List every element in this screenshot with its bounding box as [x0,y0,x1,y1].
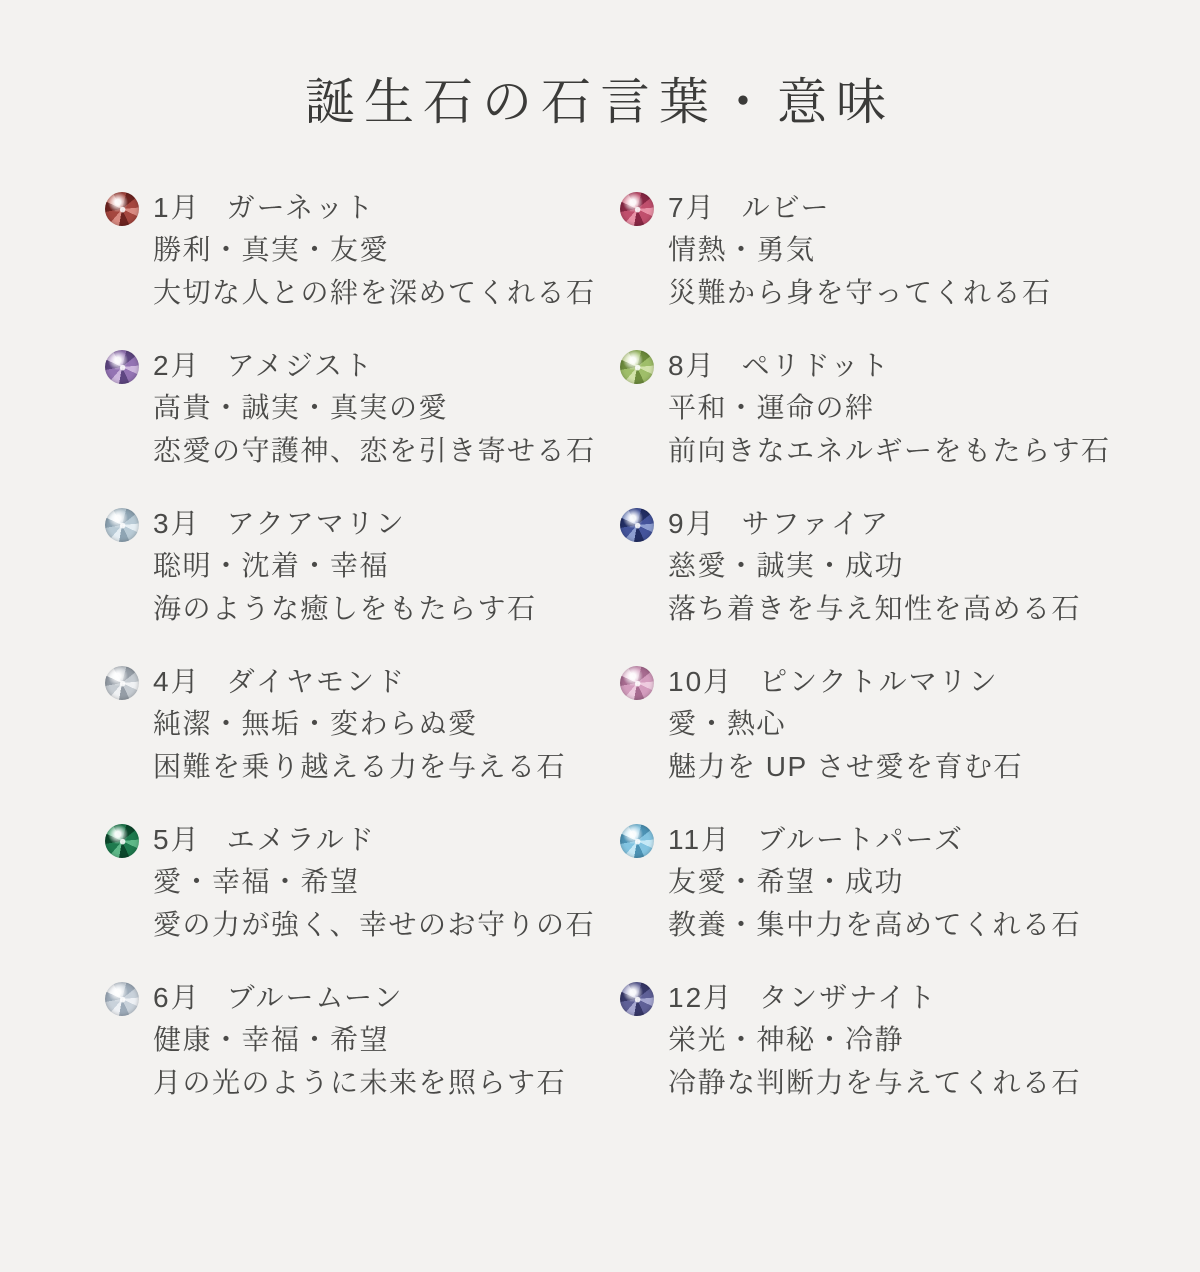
stone-name: タンザナイト [759,982,938,1013]
birthstone-item-february [105,346,620,472]
birthstone-item-july [620,188,1135,314]
month-label: 11月 [668,824,732,855]
stone-keywords: 情熱・勇気 [668,234,816,265]
peridot-gem-icon [620,350,654,384]
stone-keywords: 健康・幸福・希望 [153,1024,390,1055]
stone-name: アメジスト [226,350,375,381]
month-label: 7月 [668,192,716,223]
birthstone-item-may [105,820,620,946]
stone-description: 困難を乗り越える力を与える石 [153,751,567,782]
birthstone-grid [0,188,1200,1136]
stone-description: 魅力を UP させ愛を育む石 [668,751,1023,782]
month-label: 6月 [153,982,201,1013]
month-label: 12月 [668,982,734,1013]
birthstone-item-june [105,978,620,1104]
stone-description: 災難から身を守ってくれる石 [668,277,1052,308]
stone-description: 海のような癒しをもたらす石 [153,593,537,624]
left-column [105,188,620,1136]
stone-keywords: 純潔・無垢・変わらぬ愛 [153,708,478,739]
month-label: 1月 [153,192,201,223]
month-label: 3月 [153,508,201,539]
birthstone-item-october [620,662,1135,788]
birthstone-item-december [620,978,1135,1104]
stone-keywords: 栄光・神秘・冷静 [668,1024,905,1055]
birthstone-item-august [620,346,1135,472]
month-label: 5月 [153,824,201,855]
stone-name: ダイヤモンド [226,666,407,697]
birthstone-item-november [620,820,1135,946]
stone-keywords: 慈愛・誠実・成功 [668,550,905,581]
stone-name: ガーネット [226,192,376,223]
stone-keywords: 勝利・真実・友愛 [153,234,390,265]
aquamarine-gem-icon [105,508,139,542]
birthstone-item-september [620,504,1135,630]
ruby-gem-icon [620,192,654,226]
stone-name: ルビー [741,192,831,223]
sapphire-gem-icon [620,508,654,542]
stone-keywords: 愛・幸福・希望 [153,866,360,897]
month-label: 10月 [668,666,734,697]
stone-description: 月の光のように未来を照らす石 [153,1067,567,1098]
birthstone-item-march [105,504,620,630]
stone-name: アクアマリン [226,508,406,539]
stone-description: 前向きなエネルギーをもたらす石 [668,435,1111,466]
month-label: 9月 [668,508,716,539]
blue-topaz-gem-icon [620,824,654,858]
tanzanite-gem-icon [620,982,654,1016]
stone-description: 落ち着きを与え知性を高める石 [668,593,1082,624]
pink-tourmaline-gem-icon [620,666,654,700]
stone-keywords: 聡明・沈着・幸福 [153,550,390,581]
birthstone-item-january [105,188,620,314]
stone-name: ブルートパーズ [757,824,964,855]
stone-name: エメラルド [226,824,376,855]
stone-keywords: 平和・運命の絆 [668,392,875,423]
blue-moon-gem-icon [105,982,139,1016]
stone-name: ペリドット [741,350,891,381]
stone-description: 冷静な判断力を与えてくれる石 [668,1067,1082,1098]
stone-keywords: 高貴・誠実・真実の愛 [153,392,449,423]
right-column [620,188,1135,1136]
amethyst-gem-icon [105,350,139,384]
stone-name: サファイア [741,508,891,539]
stone-description: 大切な人との絆を深めてくれる石 [153,277,596,308]
stone-description: 教養・集中力を高めてくれる石 [668,909,1082,940]
stone-keywords: 愛・熱心 [668,708,787,739]
stone-name: ブルームーン [226,982,404,1013]
stone-description: 愛の力が強く、幸せのお守りの石 [153,909,595,940]
stone-keywords: 友愛・希望・成功 [668,866,905,897]
month-label: 2月 [153,350,201,381]
month-label: 8月 [668,350,716,381]
page-title: 誕生石の石言葉・意味 [305,74,895,130]
month-label: 4月 [153,666,201,697]
stone-description: 恋愛の守護神、恋を引き寄せる石 [153,435,596,466]
garnet-gem-icon [105,192,139,226]
emerald-gem-icon [105,824,139,858]
diamond-gem-icon [105,666,139,700]
stone-name: ピンクトルマリン [759,666,999,697]
birthstone-item-april [105,662,620,788]
